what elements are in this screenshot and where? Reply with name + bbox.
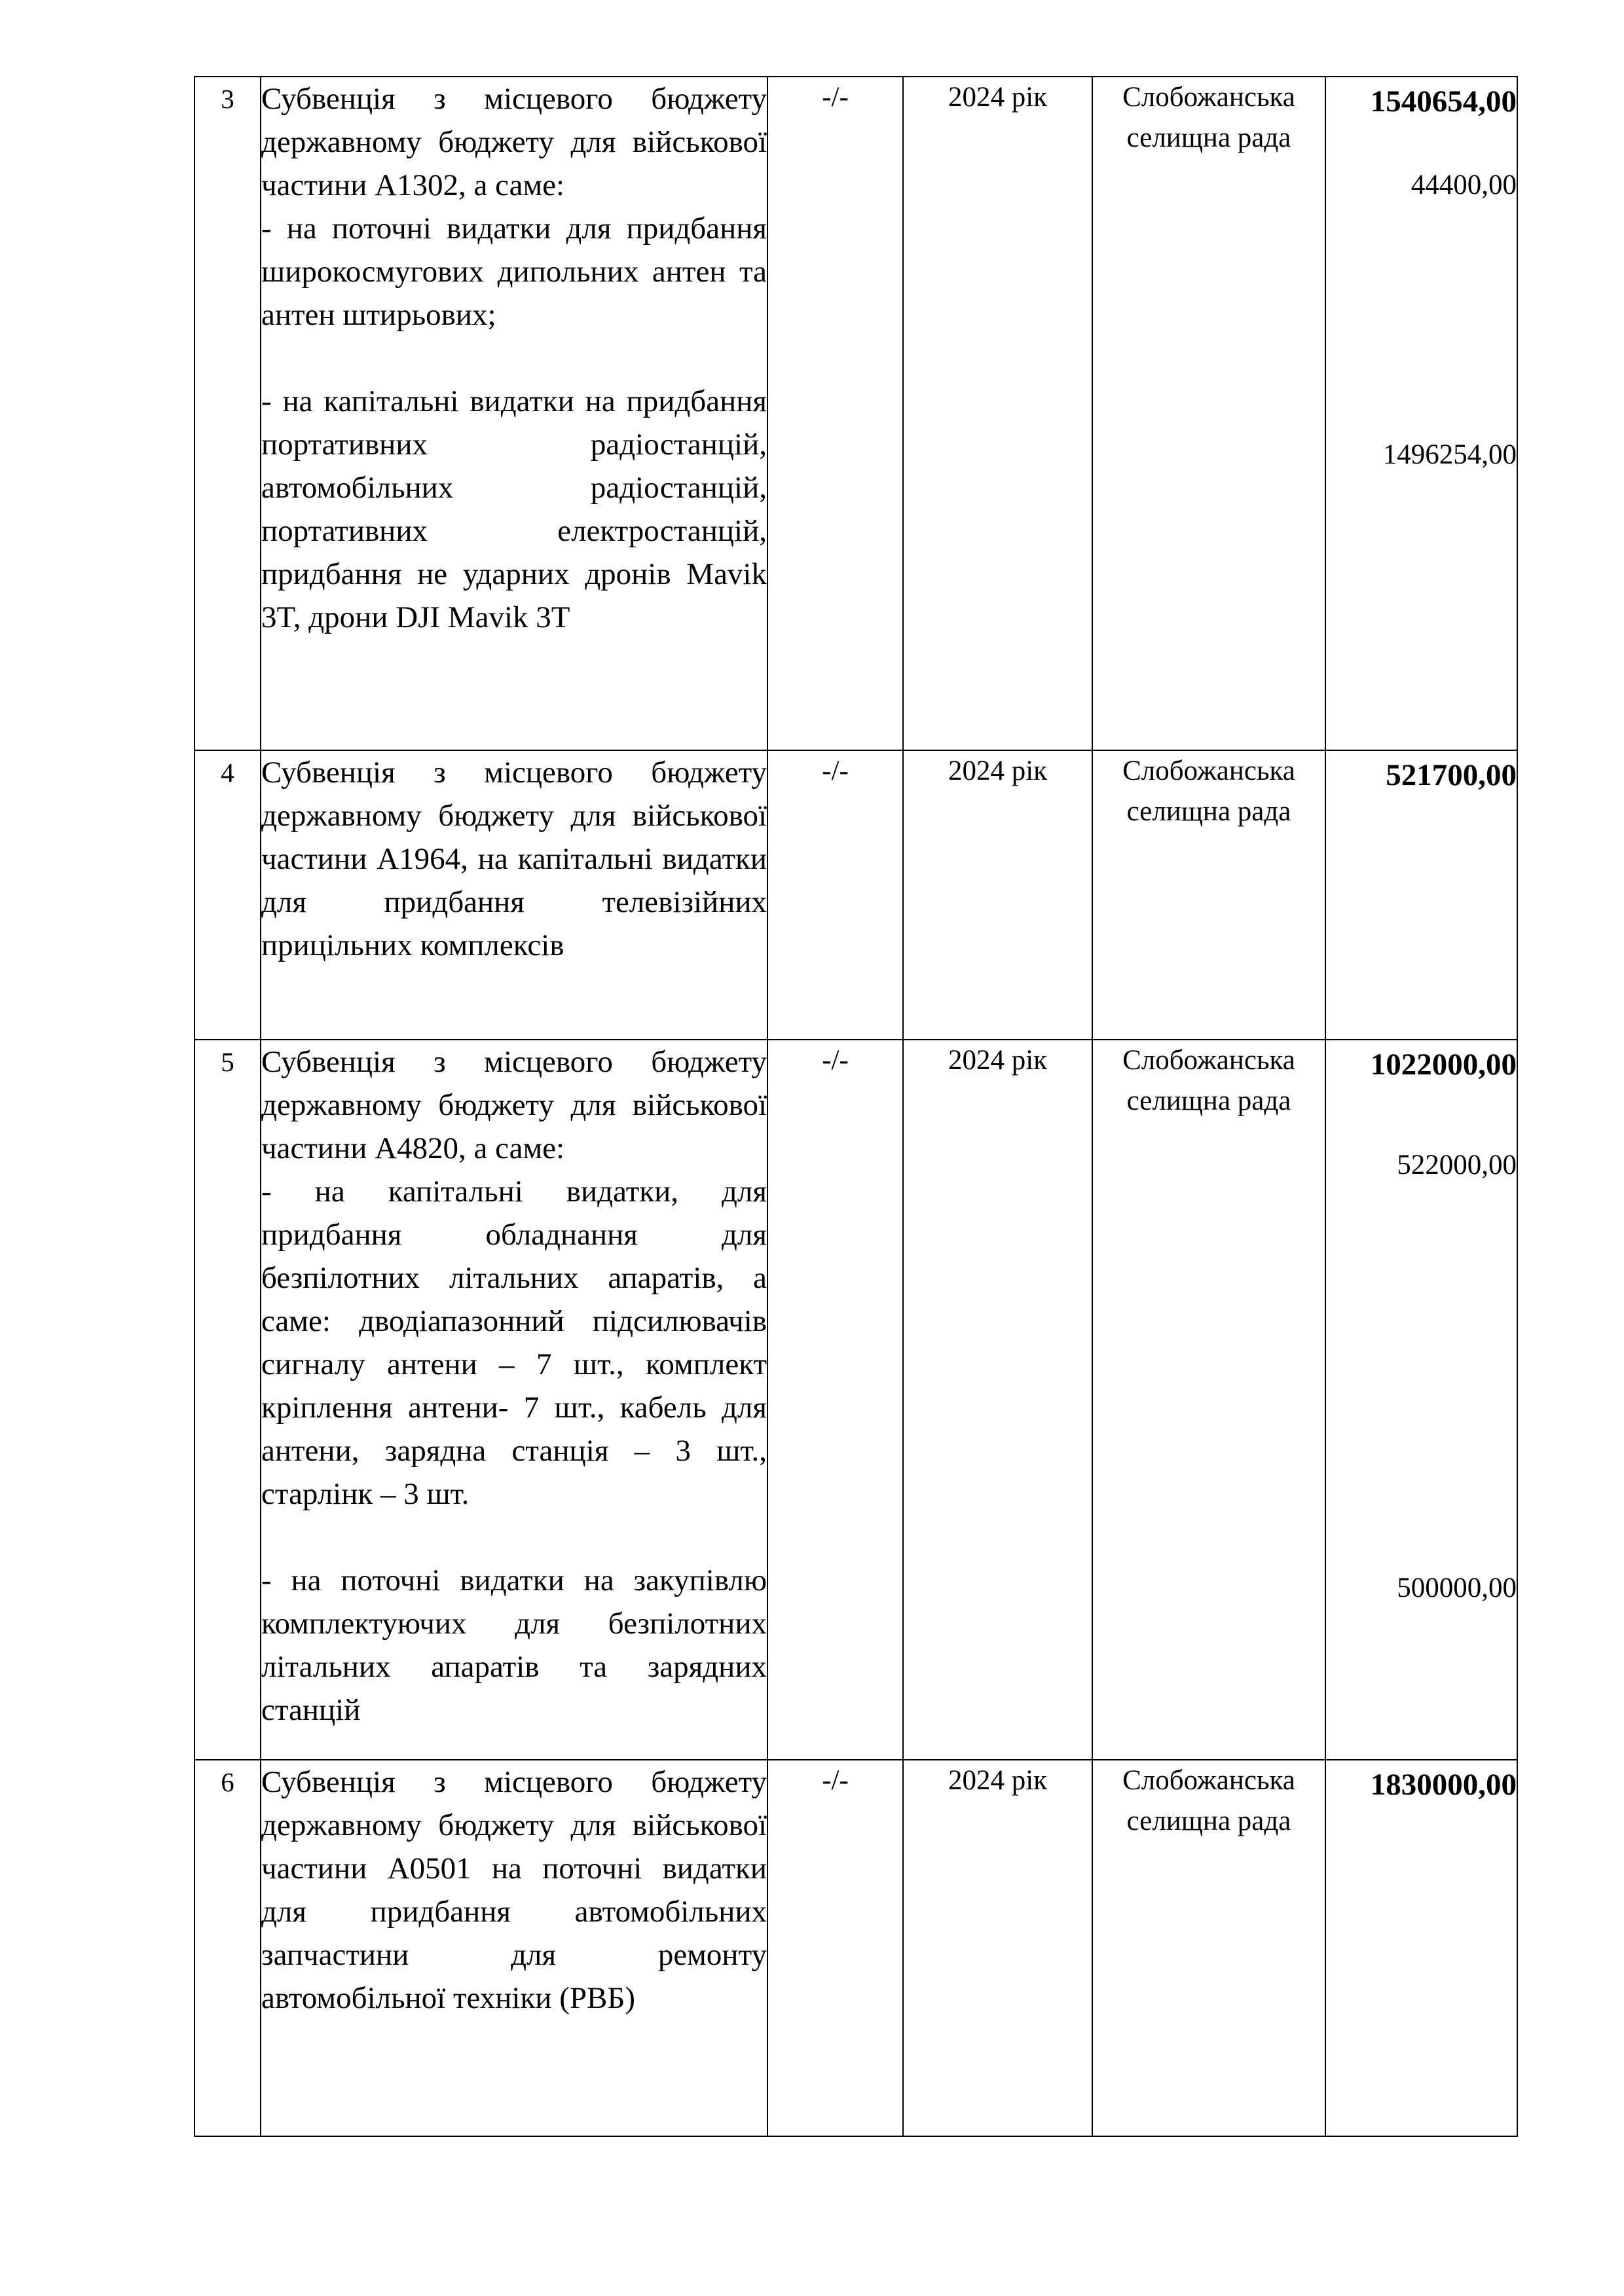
description-paragraph: Субвенція з місцевого бюджету державному бюджету для військової частини А1964, на капітальні видатки для придбання телевізійних прицільних комплексів: [261, 756, 767, 962]
description-paragraph: Субвенція з місцевого бюджету державному бюджету для військової частини А1302, а саме:: [261, 82, 767, 202]
table-row: [194, 1760, 1517, 2136]
row-description: [261, 1760, 767, 2136]
description-paragraph: - на поточні видатки для придбання широкосмугових дипольних антен та антен штирьових;: [261, 211, 767, 332]
description-paragraph: Субвенція з місцевого бюджету державному бюджету для військової частини А4820, а саме:: [261, 1045, 767, 1165]
row-amount: [1325, 1760, 1517, 2136]
amount-part: 522000,00: [1397, 1150, 1517, 1180]
row-executor: Слобожанська селищна рада: [1092, 77, 1325, 750]
description-paragraph: Субвенція з місцевого бюджету державному бюджету для військової частини А0501 на поточні видатки для придбання автомобільних запчастини для ремонту автомобільної техніки (РВБ): [261, 1765, 767, 2015]
row-number: 5: [194, 1040, 261, 1760]
description-paragraph: - на поточні видатки на закупівлю комплектуючих для безпілотних літальних апаратів та зарядних станцій: [261, 1563, 767, 1727]
amount-total: 1540654,00: [1370, 84, 1517, 118]
amount-total: 1830000,00: [1370, 1768, 1517, 1802]
row-term: 2024 рік: [903, 1040, 1092, 1760]
row-indicator: -/-: [767, 77, 903, 750]
row-description: [261, 77, 767, 750]
row-number: 3: [194, 77, 261, 750]
amount-total: 521700,00: [1386, 758, 1517, 792]
row-amount: [1325, 77, 1517, 750]
table-row: [194, 77, 1517, 750]
row-executor: Слобожанська селищна рада: [1092, 750, 1325, 1040]
row-number: 6: [194, 1760, 261, 2136]
row-description: [261, 750, 767, 1040]
row-term: 2024 рік: [903, 750, 1092, 1040]
amount-part: 1496254,00: [1382, 439, 1517, 470]
row-amount: [1325, 1040, 1517, 1760]
row-indicator: -/-: [767, 1040, 903, 1760]
table-row: [194, 1040, 1517, 1760]
description-paragraph: - на капітальні видатки, для придбання обладнання для безпілотних літальних апаратів, а саме: дводіапазонний підсилювачів сигналу антени – 7 шт., комплект кріплення антени- 7 шт., кабель для антени, зарядна станція – 3 шт., старлінк – 3 шт.: [261, 1175, 767, 1511]
row-executor: Слобожанська селищна рада: [1092, 1760, 1325, 2136]
row-amount: [1325, 750, 1517, 1040]
row-term: 2024 рік: [903, 77, 1092, 750]
row-number: 4: [194, 750, 261, 1040]
amount-part: 500000,00: [1397, 1573, 1517, 1603]
amount-part: 44400,00: [1411, 170, 1517, 200]
row-description: [261, 1040, 767, 1760]
budget-table: [194, 76, 1518, 2137]
row-indicator: -/-: [767, 1760, 903, 2136]
description-paragraph: - на капітальні видатки на придбання портативних радіостанцій, автомобільних радіостанцій, портативних електростанцій, придбання не ударних дронів Mavik 3T, дрони DJI Mavik 3T: [261, 384, 767, 634]
amount-total: 1022000,00: [1370, 1048, 1517, 1082]
row-indicator: -/-: [767, 750, 903, 1040]
row-term: 2024 рік: [903, 1760, 1092, 2136]
row-executor: Слобожанська селищна рада: [1092, 1040, 1325, 1760]
table-row: [194, 750, 1517, 1040]
